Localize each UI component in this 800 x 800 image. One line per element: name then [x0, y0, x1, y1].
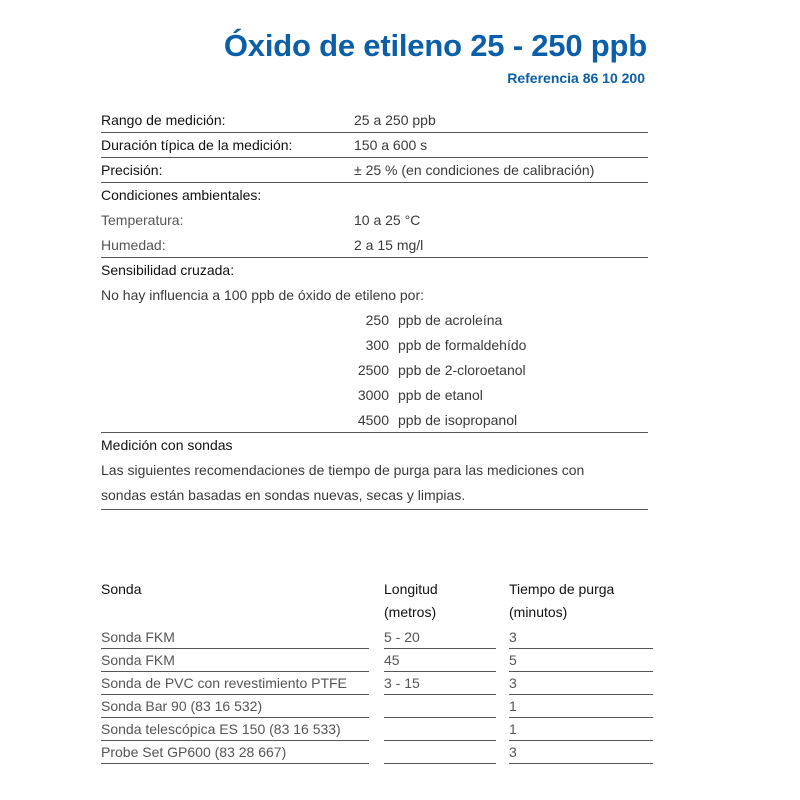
spec-value: 2 a 15 mg/l: [354, 237, 424, 253]
column-header-probe: Sonda: [101, 581, 142, 597]
probe-purge-time: 1: [509, 695, 653, 718]
section-heading: Sensibilidad cruzada:: [101, 262, 235, 278]
page-title: Óxido de etileno 25 - 250 ppb: [223, 28, 647, 63]
probe-length: [384, 718, 496, 741]
spec-row-temperature: [101, 208, 648, 233]
table-row: [101, 672, 653, 695]
probe-name: Probe Set GP600 (83 28 667): [101, 741, 369, 764]
paragraph-text: No hay influencia a 100 ppb de óxido de etileno por:: [101, 287, 425, 303]
probe-name: Sonda telescópica ES 150 (83 16 533): [101, 718, 369, 741]
spec-row-precision: [101, 158, 648, 183]
column-header-length-line2: (metros): [384, 604, 437, 620]
cross-item: [101, 408, 648, 433]
column-header-purge: [509, 578, 653, 624]
probe-purge-time: 3: [509, 626, 653, 649]
spec-row-humidity: [101, 233, 648, 258]
column-header-purge-line1: Tiempo de purga: [509, 581, 615, 597]
probe-purge-table: [101, 578, 653, 764]
cross-item-text: ppb de etanol: [398, 387, 483, 403]
cross-item-amount: 300: [365, 337, 389, 353]
spec-row-duration: [101, 133, 648, 158]
cross-item: [101, 308, 648, 333]
table-row: [101, 695, 653, 718]
probe-purge-time: 3: [509, 741, 653, 764]
section-heading: Condiciones ambientales:: [101, 187, 262, 203]
spec-label: Precisión:: [101, 162, 163, 178]
cross-item-text: ppb de 2-cloroetanol: [398, 362, 526, 378]
paragraph-text: sondas están basadas en sondas nuevas, secas y limpias.: [101, 483, 648, 510]
cross-item: [101, 358, 648, 383]
probe-purge-time: 5: [509, 649, 653, 672]
probe-length: [384, 695, 496, 718]
spec-label: Temperatura:: [101, 212, 184, 228]
cross-item-text: ppb de acroleína: [398, 312, 503, 328]
probe-length: 45: [384, 649, 496, 672]
column-header-purge-line2: (minutos): [509, 604, 568, 620]
cross-item: [101, 383, 648, 408]
spec-section-environment: [101, 183, 648, 208]
spec-label: Duración típica de la medición:: [101, 137, 293, 153]
probe-name: Sonda de PVC con revestimiento PTFE: [101, 672, 369, 695]
reference-number: Referencia 86 10 200: [507, 70, 645, 86]
column-header-length-line1: Longitud: [384, 581, 438, 597]
probe-name: Sonda Bar 90 (83 16 532): [101, 695, 369, 718]
cross-sensitivity-intro: [101, 283, 648, 308]
paragraph-text: Las siguientes recomendaciones de tiempo de purga para las mediciones con: [101, 462, 585, 478]
probe-length: [384, 741, 496, 764]
spec-value: 10 a 25 °C: [354, 212, 421, 228]
probe-length: 5 - 20: [384, 626, 496, 649]
table-row: [101, 718, 653, 741]
cross-item: [101, 333, 648, 358]
probe-name: Sonda FKM: [101, 649, 369, 672]
probe-name: Sonda FKM: [101, 626, 369, 649]
specifications-table: [101, 108, 648, 510]
probe-length: 3 - 15: [384, 672, 496, 695]
spec-value: 25 a 250 ppb: [354, 112, 436, 128]
probe-purge-time: 1: [509, 718, 653, 741]
spec-label: Rango de medición:: [101, 112, 226, 128]
spec-label: Humedad:: [101, 237, 166, 253]
cross-item-amount: 2500: [357, 362, 389, 378]
section-heading: Medición con sondas: [101, 437, 233, 453]
table-header: [101, 578, 653, 626]
spec-section-probe-measurement: [101, 433, 648, 458]
cross-item-amount: 4500: [357, 412, 389, 428]
spec-row-range: [101, 108, 648, 133]
table-row: [101, 649, 653, 672]
table-row: [101, 626, 653, 649]
cross-item-amount: 250: [365, 312, 389, 328]
table-row: [101, 741, 653, 764]
spec-value: ± 25 % (en condiciones de calibración): [354, 162, 595, 178]
cross-item-text: ppb de isopropanol: [398, 412, 518, 428]
spec-value: 150 a 600 s: [354, 137, 428, 153]
cross-item-amount: 3000: [357, 387, 389, 403]
probe-purge-time: 3: [509, 672, 653, 695]
spec-section-cross-sensitivity: [101, 258, 648, 283]
cross-item-text: ppb de formaldehído: [398, 337, 527, 353]
column-header-length: [384, 578, 496, 624]
